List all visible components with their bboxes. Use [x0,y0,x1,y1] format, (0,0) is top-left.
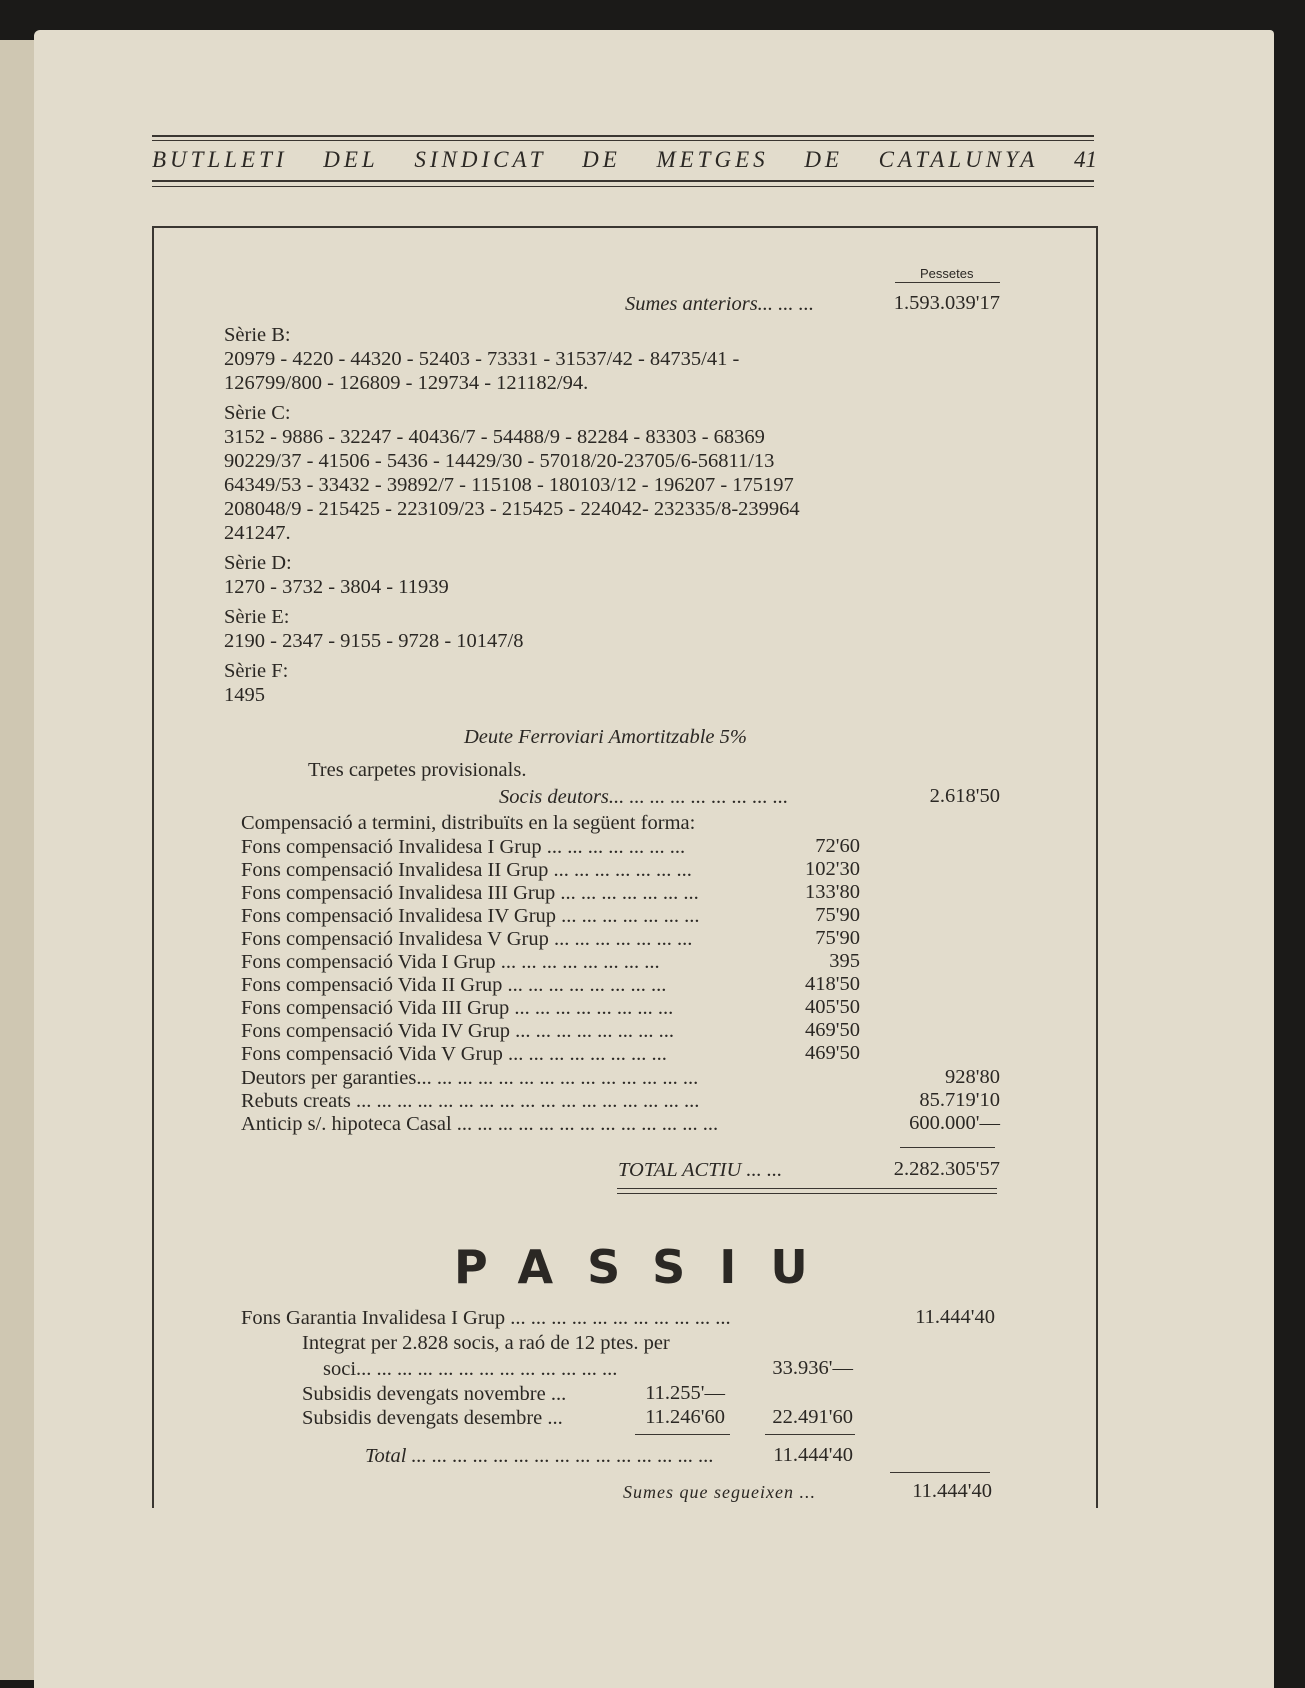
column-header: Pessetes [920,266,974,281]
other-item-label: Rebuts creats ... ... ... ... ... ... ... ... ... ... ... ... ... ... ... ... ... [241,1090,700,1112]
running-header [152,147,1097,173]
header-rule-bottom [152,180,1094,182]
fons-garantia-amount: 11.444'40 [915,1306,995,1328]
fons-item-amount: 469'50 [805,1042,860,1064]
fons-item-label: Fons compensació Invalidesa V Grup ... ... ... ... ... ... ... [241,928,693,950]
subsidis-desembre-label: Subsidis devengats desembre ... [302,1407,563,1429]
series-line: 20979 - 4220 - 44320 - 52403 - 73331 - 31537/42 - 84735/41 - [224,348,740,370]
fons-item-label: Fons compensació Vida V Grup ... ... ... ... ... ... ... ... [241,1043,667,1065]
header-word: DEL [323,147,379,172]
page-number: 41 [1073,147,1097,172]
passiu-total-label: Total ... ... ... ... ... ... ... ... ... ... ... ... ... ... ... [365,1445,714,1467]
subsidis-novembre-label: Subsidis devengats novembre ... [302,1383,567,1405]
header-word: DE [582,147,621,172]
subsidis-novembre-amount: 11.255'— [645,1382,725,1404]
sumes-rule [890,1472,990,1473]
total-actiu-label: TOTAL ACTIU ... ... [618,1159,783,1181]
series-label: Sèrie B: [224,324,291,346]
socis-deutors-label: Socis deutors... ... ... ... ... ... ... ... ... [499,786,789,808]
header-word: BUTLLETI [152,147,288,172]
series-line: 208048/9 - 215425 - 223109/23 - 215425 - 224042- 232335/8-239964 [224,498,800,520]
header-word: DE [804,147,843,172]
fons-item-label: Fons compensació Vida IV Grup ... ... ... ... ... ... ... ... [241,1020,675,1042]
header-word: SINDICAT [414,147,547,172]
header-rule-top [152,135,1094,137]
passiu-title: PASSIU [454,1240,842,1294]
other-item-amount: 600.000'— [909,1112,1000,1134]
fons-item-amount: 72'60 [815,835,860,857]
fons-item-amount: 418'50 [805,973,860,995]
fons-item-label: Fons compensació Invalidesa I Grup ... ... ... ... ... ... ... [241,836,686,858]
fons-item-amount: 102'30 [805,858,860,880]
integrat-soci-amount: 33.936'— [772,1357,853,1379]
other-item-label: Anticip s/. hipoteca Casal ... ... ... ... ... ... ... ... ... ... ... ... ... [241,1113,719,1135]
series-label: Sèrie F: [224,660,289,682]
total-rule-double [617,1193,997,1194]
integrat-soci-label: soci... ... ... ... ... ... ... ... ... ... ... ... ... [323,1358,618,1380]
fons-item-amount: 405'50 [805,996,860,1018]
series-line: 90229/37 - 41506 - 5436 - 14429/30 - 57018/20-23705/6-56811/13 [224,450,775,472]
header-word: METGES [656,147,769,172]
series-line: 241247. [224,522,291,544]
series-line: 1495 [224,684,265,706]
fons-item-amount: 133'80 [805,881,860,903]
subsidis-sum-rule [765,1434,855,1435]
sumes-anteriors-amount: 1.593.039'17 [893,292,1000,314]
integrat-line: Integrat per 2.828 socis, a raó de 12 ptes. per [302,1332,670,1354]
fons-item-label: Fons compensació Invalidesa III Grup ... ... ... ... ... ... ... [241,882,699,904]
series-line: 1270 - 3732 - 3804 - 11939 [224,576,449,598]
series-label: Sèrie E: [224,606,290,628]
facing-page-edge [0,40,34,1680]
fons-item-label: Fons compensació Invalidesa IV Grup ... ... ... ... ... ... ... [241,905,700,927]
tres-carpetes: Tres carpetes provisionals. [308,759,527,781]
deute-heading: Deute Ferroviari Amortitzable 5% [464,726,747,748]
subtotal-rule [900,1147,995,1148]
compensacio-intro: Compensació a termini, distribuïts en la següent forma: [241,812,696,834]
other-item-label: Deutors per garanties... ... ... ... ... ... ... ... ... ... ... ... ... ... [241,1067,699,1089]
fons-item-amount: 75'90 [815,904,860,926]
series-line: 3152 - 9886 - 32247 - 40436/7 - 54488/9 - 82284 - 83303 - 68369 [224,426,765,448]
sumes-que-segueixen-label: Sumes que segueixen ... [623,1482,816,1502]
series-line: 126799/800 - 126809 - 129734 - 121182/94. [224,372,589,394]
subsidis-desembre-amount: 11.246'60 [645,1406,725,1428]
subsidis-sum-amount: 22.491'60 [772,1406,853,1428]
column-header-rule [895,282,1000,283]
fons-item-amount: 75'90 [815,927,860,949]
total-rule [617,1188,997,1189]
sumes-anteriors-label: Sumes anteriors... ... ... [625,293,815,315]
other-item-amount: 85.719'10 [919,1089,1000,1111]
fons-item-amount: 469'50 [805,1019,860,1041]
total-actiu-amount: 2.282.305'57 [893,1158,1000,1180]
fons-item-label: Fons compensació Invalidesa II Grup ... ... ... ... ... ... ... [241,859,692,881]
subsidis-rule [635,1434,730,1435]
header-word: CATALUNYA [878,147,1039,172]
series-label: Sèrie D: [224,552,292,574]
fons-item-amount: 395 [829,950,860,972]
series-line: 64349/53 - 33432 - 39892/7 - 115108 - 180103/12 - 196207 - 175197 [224,474,794,496]
other-item-amount: 928'80 [945,1066,1000,1088]
socis-deutors-amount: 2.618'50 [929,785,1000,807]
fons-item-label: Fons compensació Vida I Grup ... ... ... ... ... ... ... ... [241,951,660,973]
fons-item-label: Fons compensació Vida III Grup ... ... ... ... ... ... ... ... [241,997,674,1019]
sumes-que-segueixen-amount: 11.444'40 [912,1480,992,1502]
series-line: 2190 - 2347 - 9155 - 9728 - 10147/8 [224,630,524,652]
series-label: Sèrie C: [224,402,291,424]
fons-garantia-label: Fons Garantia Invalidesa I Grup ... ... ... ... ... ... ... ... ... ... ... [241,1307,731,1329]
header-rule-top-thin [152,140,1094,141]
header-rule-bottom-thin [152,186,1094,187]
fons-item-label: Fons compensació Vida II Grup ... ... ... ... ... ... ... ... [241,974,667,996]
passiu-total-amount: 11.444'40 [773,1444,853,1466]
